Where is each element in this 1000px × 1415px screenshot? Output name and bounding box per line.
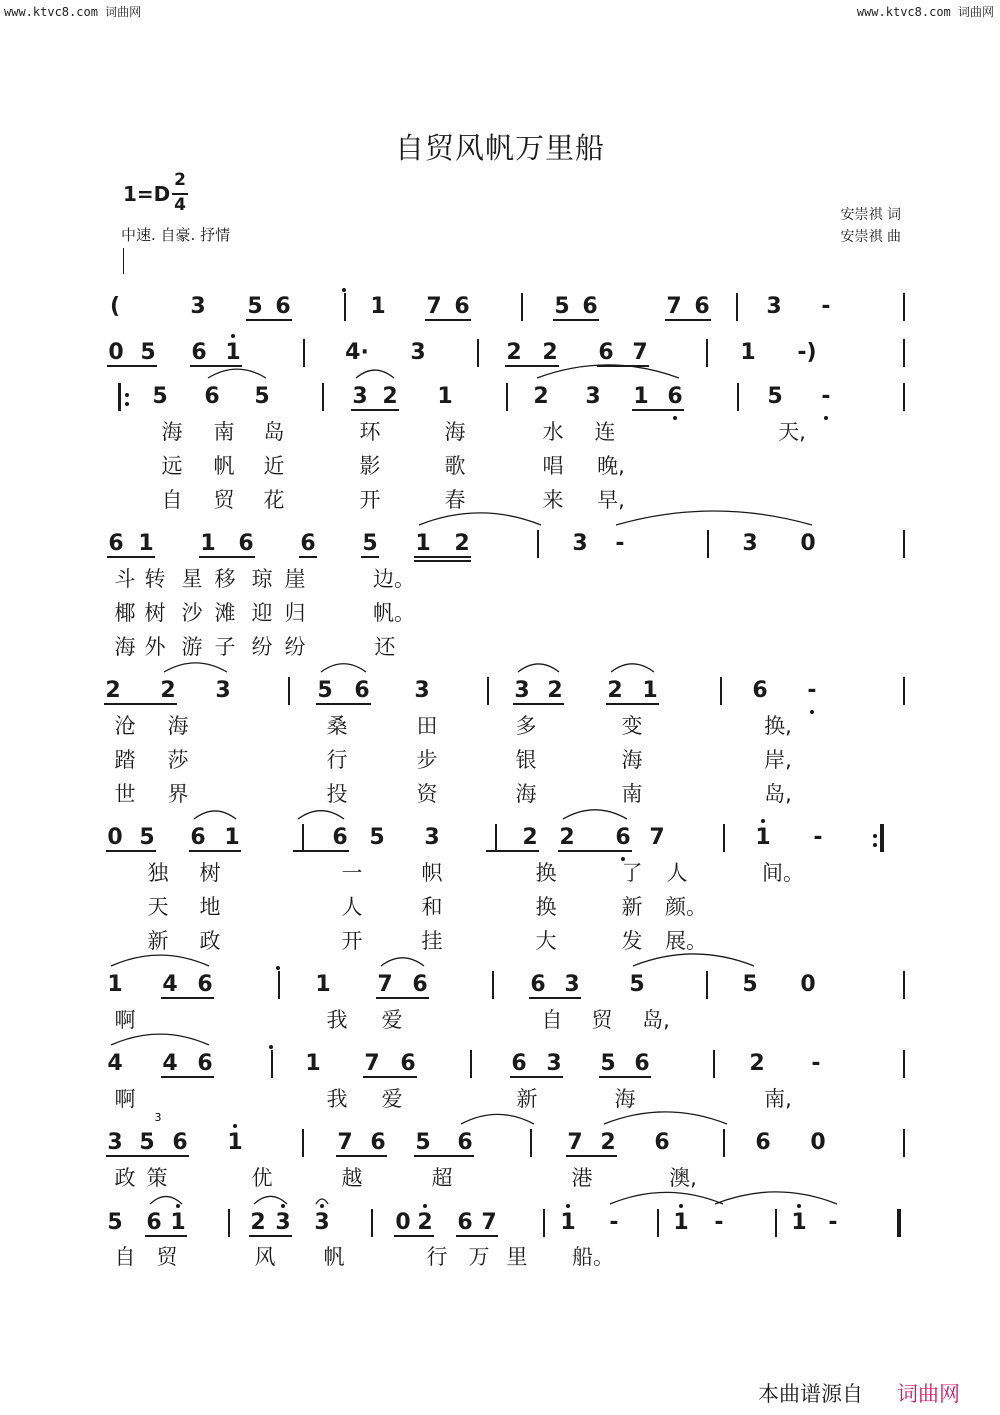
note: 7	[632, 340, 648, 365]
note: 2	[533, 384, 549, 409]
lyric-char: 转	[144, 567, 166, 591]
tie-slur	[356, 370, 394, 378]
lyric-char: 来	[542, 488, 564, 512]
tie-slur	[208, 369, 266, 378]
lyric-char: 海	[114, 635, 136, 659]
tie-slur	[150, 1196, 182, 1204]
note: 6	[370, 1130, 386, 1155]
lyric-char: 地	[199, 895, 221, 919]
note: 6	[530, 972, 546, 997]
note: 7	[364, 1051, 380, 1076]
lyric-char: 策	[146, 1166, 168, 1190]
note: 6	[146, 1210, 162, 1235]
lyric-char: 南	[213, 420, 235, 444]
key-signature: 1=D	[123, 182, 171, 206]
note: 1	[370, 294, 386, 319]
lyric-char: 水	[542, 420, 564, 444]
note: 6	[511, 1051, 527, 1076]
lyric-char: 游	[181, 635, 203, 659]
note: 1	[305, 1051, 321, 1076]
note: 1	[224, 825, 240, 850]
note: 3	[410, 340, 426, 365]
note: 6	[654, 1130, 670, 1155]
lyric-char: 了	[621, 861, 643, 885]
note: 2	[417, 1210, 433, 1235]
note: 2	[454, 531, 470, 556]
note: 3	[546, 1051, 562, 1076]
lyric-char: 南,	[764, 1087, 792, 1111]
note: 6	[694, 294, 710, 319]
lyric-char: 发	[621, 929, 643, 953]
tie-slur	[715, 1192, 837, 1204]
note: 5	[107, 1210, 123, 1235]
lyric-char: 帆	[323, 1245, 345, 1269]
note: 3	[766, 294, 782, 319]
note: 7	[649, 825, 665, 850]
footer-site: 词曲网	[897, 1382, 960, 1406]
note: 6	[275, 294, 291, 319]
lyric-char: 界	[167, 782, 189, 806]
tie-slur	[298, 811, 344, 819]
lyric-char: 椰	[114, 601, 136, 625]
note: 5	[362, 531, 378, 556]
lyric-char: 子	[214, 635, 236, 659]
footer-source: 本曲谱源自	[758, 1382, 863, 1406]
lyric-char: 岛	[263, 420, 285, 444]
note: 5	[554, 294, 570, 319]
note: 1	[170, 1210, 186, 1235]
note: 6	[172, 1130, 188, 1155]
note: 6	[755, 1130, 771, 1155]
lyric-char: 资	[416, 782, 438, 806]
lyric-char: 岸,	[764, 748, 792, 772]
note: 6	[108, 531, 124, 556]
lyric-char: 政	[199, 929, 221, 953]
lyric-char: 归	[284, 601, 306, 625]
lyric-char: 崖	[284, 567, 306, 591]
lyric-char: 爱	[381, 1087, 403, 1111]
lyric-char: 帜	[421, 861, 443, 885]
note: 3	[107, 1130, 123, 1155]
dash-note: -	[821, 384, 831, 409]
tie-slur	[419, 513, 541, 525]
lyric-char: 莎	[167, 748, 189, 772]
lyric-char: 间。	[762, 861, 804, 885]
dash-note: -	[813, 825, 823, 850]
note: 6	[300, 531, 316, 556]
lyric-char: 海	[621, 748, 643, 772]
note: 1	[227, 1130, 243, 1155]
lyric-char: 影	[359, 454, 381, 478]
lyric-char: 一	[341, 861, 363, 885]
note: 1	[560, 1210, 576, 1235]
tie-slur	[611, 664, 654, 672]
tie-slur	[518, 664, 559, 672]
lyric-char: 变	[621, 714, 643, 738]
note: 6	[598, 340, 614, 365]
lyric-char: 新	[516, 1087, 538, 1111]
lyric-char: 换	[535, 861, 557, 885]
note: 6	[197, 1051, 213, 1076]
lyric-char: 海	[167, 714, 189, 738]
lyric-char: 还	[374, 635, 396, 659]
lyric-char: 近	[263, 454, 285, 478]
note: 3	[314, 1210, 330, 1235]
note: 1	[138, 531, 154, 556]
meter-bottom: 4	[174, 195, 186, 215]
lyric-char: 步	[416, 748, 438, 772]
lyric-char: 啊	[114, 1008, 136, 1032]
fermata	[316, 1199, 328, 1204]
note: 6	[454, 294, 470, 319]
note: 5	[139, 825, 155, 850]
tie-slur	[537, 365, 679, 378]
lyric-char: 海	[444, 420, 466, 444]
lyric-char: 澳,	[669, 1166, 697, 1190]
note: 6	[667, 384, 683, 409]
lyric-char: 贸	[591, 1008, 613, 1032]
lyric-char: 投	[326, 782, 348, 806]
lyric-char: 自	[114, 1245, 136, 1269]
lyric-char: 万	[468, 1245, 490, 1269]
lyric-char: 独	[147, 861, 169, 885]
note: 3	[352, 384, 368, 409]
note: 3	[742, 531, 758, 556]
note: 3	[414, 678, 430, 703]
lyric-char: 星	[181, 567, 203, 591]
dash-note: -	[714, 1210, 724, 1235]
note: 2	[105, 678, 121, 703]
note: 1	[315, 972, 331, 997]
lyric-char: 边。	[373, 567, 415, 591]
note: 1	[755, 825, 771, 850]
note: 7	[377, 972, 393, 997]
note: 2	[749, 1051, 765, 1076]
note: 5	[600, 1051, 616, 1076]
tie-slur	[610, 1192, 723, 1204]
tie-slur	[194, 811, 236, 819]
lyric-char: 岛,	[764, 782, 792, 806]
dash-note: -	[821, 294, 831, 319]
lyric-char: 海	[515, 782, 537, 806]
tie-slur	[633, 954, 754, 966]
tie-slur	[111, 955, 209, 966]
tie-slur	[321, 664, 366, 672]
note: 2	[600, 1130, 616, 1155]
lyric-char: 啊	[114, 1087, 136, 1111]
lyric-char: 开	[359, 488, 381, 512]
tie-slur	[616, 511, 812, 525]
note: 5	[317, 678, 333, 703]
lyric-char: 滩	[214, 601, 236, 625]
note: 6	[752, 678, 768, 703]
dash-note: -)	[797, 340, 817, 365]
note: 1	[225, 340, 241, 365]
note: 5	[629, 972, 645, 997]
note: 6	[332, 825, 348, 850]
lyric-char: 人	[666, 861, 688, 885]
lyric-char: 琼	[251, 567, 273, 591]
note: 7	[426, 294, 442, 319]
lyric-char: 南	[621, 782, 643, 806]
note: 0	[107, 825, 123, 850]
note: 1	[107, 972, 123, 997]
lyric-char: 海	[161, 420, 183, 444]
lyric-char: 颜。	[665, 895, 707, 919]
note: 2	[506, 340, 522, 365]
lyric-char: 政	[114, 1166, 136, 1190]
lyric-char: 天	[147, 895, 169, 919]
dash-note: -	[811, 1051, 821, 1076]
note: 2	[382, 384, 398, 409]
lyric-char: 超	[431, 1166, 453, 1190]
note: 0	[108, 340, 124, 365]
note: 6	[197, 972, 213, 997]
lyric-char: 远	[161, 454, 183, 478]
note: 6	[354, 678, 370, 703]
lyric-char: 早,	[597, 488, 625, 512]
lyricist-credit: 安崇祺 词	[840, 207, 901, 223]
note: 1	[740, 340, 756, 365]
note: (	[109, 294, 121, 319]
lyric-char: 斗	[114, 567, 136, 591]
lyric-char: 海	[614, 1087, 636, 1111]
note: 7	[666, 294, 682, 319]
note: 6	[400, 1051, 416, 1076]
composer-credit: 安崇祺 曲	[840, 229, 901, 245]
note: 5	[369, 825, 385, 850]
note: 5	[152, 384, 168, 409]
note: 3	[424, 825, 440, 850]
lyric-char: 多	[515, 714, 537, 738]
note: 1	[415, 531, 431, 556]
lyric-char: 连	[594, 420, 616, 444]
lyric-char: 桑	[326, 714, 348, 738]
lyric-char: 沧	[114, 714, 136, 738]
tie-slur	[461, 1114, 534, 1124]
note: 0	[800, 531, 816, 556]
note: 1	[633, 384, 649, 409]
lyric-char: 换,	[764, 714, 792, 738]
note: 0	[395, 1210, 411, 1235]
watermark-left: www.ktvc8.com 词曲网	[4, 5, 142, 19]
note: 6	[457, 1130, 473, 1155]
tie-slur	[563, 810, 627, 819]
lyric-char: 自	[541, 1008, 563, 1032]
lyric-char: 帆	[213, 454, 235, 478]
note: 2	[547, 678, 563, 703]
lyric-char: 新	[147, 929, 169, 953]
note: 0	[800, 972, 816, 997]
note: 6	[190, 825, 206, 850]
watermark-right: www.ktvc8.com 词曲网	[856, 5, 994, 19]
lyric-char: 船。	[572, 1245, 614, 1269]
lyric-char: 开	[341, 929, 363, 953]
lyric-char: 花	[263, 488, 285, 512]
note: 1	[200, 531, 216, 556]
lyric-char: 我	[326, 1008, 348, 1032]
note: 1	[437, 384, 453, 409]
note: 6	[582, 294, 598, 319]
lyric-char: 帆。	[373, 601, 415, 625]
lyric-char: 我	[326, 1087, 348, 1111]
dash-note: -	[609, 1210, 619, 1235]
note: 7	[481, 1210, 497, 1235]
tie-slur	[254, 1196, 287, 1204]
lyric-char: 晚,	[597, 454, 625, 478]
lyric-char: 优	[251, 1166, 273, 1190]
dash-note: -	[615, 531, 625, 556]
note: 2	[522, 825, 538, 850]
lyric-char: 纷	[284, 635, 306, 659]
note: 2	[160, 678, 176, 703]
page-title: 自贸风帆万里船	[394, 131, 605, 165]
note: 5	[140, 340, 156, 365]
lyric-char: 大	[535, 929, 557, 953]
lyric-char: 行	[326, 748, 348, 772]
lyric-char: 风	[254, 1245, 276, 1269]
tempo-marking: 中速. 自豪. 抒情	[121, 226, 231, 244]
lyric-char: 挂	[421, 929, 443, 953]
lyric-char: 环	[359, 420, 381, 444]
note: 5	[247, 294, 263, 319]
note: 6	[204, 384, 220, 409]
lyric-char: 踏	[114, 748, 136, 772]
lyric-char: 纷	[251, 635, 273, 659]
dash-note: -	[828, 1210, 838, 1235]
note: 3	[514, 678, 530, 703]
lyric-char: 沙	[181, 601, 203, 625]
lyric-char: 岛,	[642, 1008, 670, 1032]
lyric-char: 港	[571, 1166, 593, 1190]
lyric-char: 贸	[156, 1245, 178, 1269]
lyric-char: 人	[341, 895, 363, 919]
note: 1	[673, 1210, 689, 1235]
lyric-char: 换	[535, 895, 557, 919]
note: 3	[564, 972, 580, 997]
note: 6	[238, 531, 254, 556]
note: 7	[567, 1130, 583, 1155]
note: 5	[139, 1130, 155, 1155]
note: 4	[107, 1051, 123, 1076]
lyric-char: 移	[214, 567, 236, 591]
note: 4·	[345, 340, 369, 365]
note: 4	[162, 1051, 178, 1076]
lyric-char: 迎	[251, 601, 273, 625]
note: 6	[412, 972, 428, 997]
note: 4	[162, 972, 178, 997]
lyric-char: 爱	[381, 1008, 403, 1032]
lyric-char: 越	[341, 1166, 363, 1190]
note: 2	[559, 825, 575, 850]
note: 2	[250, 1210, 266, 1235]
note: 0	[810, 1130, 826, 1155]
note: 3	[572, 531, 588, 556]
lyric-char: 自	[161, 488, 183, 512]
note: 3	[190, 294, 206, 319]
lyric-char: 田	[416, 714, 438, 738]
lyric-char: 世	[114, 782, 136, 806]
note: 1	[791, 1210, 807, 1235]
meter-top: 2	[174, 170, 186, 190]
lyric-char: 歌	[444, 454, 466, 478]
lyric-char: 唱	[542, 454, 564, 478]
lyric-char: 树	[144, 601, 166, 625]
lyric-char: 新	[621, 895, 643, 919]
lyric-char: 树	[199, 861, 221, 885]
note: 2	[607, 678, 623, 703]
note: 3	[275, 1210, 291, 1235]
note: 5	[742, 972, 758, 997]
note: 6	[457, 1210, 473, 1235]
note: 3	[585, 384, 601, 409]
tie-slur	[111, 1034, 209, 1045]
note: 7	[337, 1130, 353, 1155]
tie-slur	[381, 958, 424, 966]
lyric-char: 春	[444, 488, 466, 512]
lyric-char: 贸	[213, 488, 235, 512]
note: 6	[191, 340, 207, 365]
note: 6	[615, 825, 631, 850]
dash-note: -	[807, 678, 817, 703]
lyric-char: 里	[506, 1245, 528, 1269]
lyric-char: 行	[426, 1245, 448, 1269]
tie-slur	[604, 1112, 727, 1124]
lyric-char: 外	[144, 635, 166, 659]
note: 6	[634, 1051, 650, 1076]
lyric-char: 展。	[665, 929, 707, 953]
note: 5	[415, 1130, 431, 1155]
lyric-char: 天,	[778, 420, 806, 444]
tie-slur	[164, 663, 227, 672]
lyric-char: 银	[515, 748, 537, 772]
note: 2	[542, 340, 558, 365]
note: 1	[642, 678, 658, 703]
lyric-char: 和	[421, 895, 443, 919]
note: 5	[767, 384, 783, 409]
note: 3	[215, 678, 231, 703]
triplet-marker: 3	[154, 1111, 162, 1124]
note: 5	[254, 384, 270, 409]
